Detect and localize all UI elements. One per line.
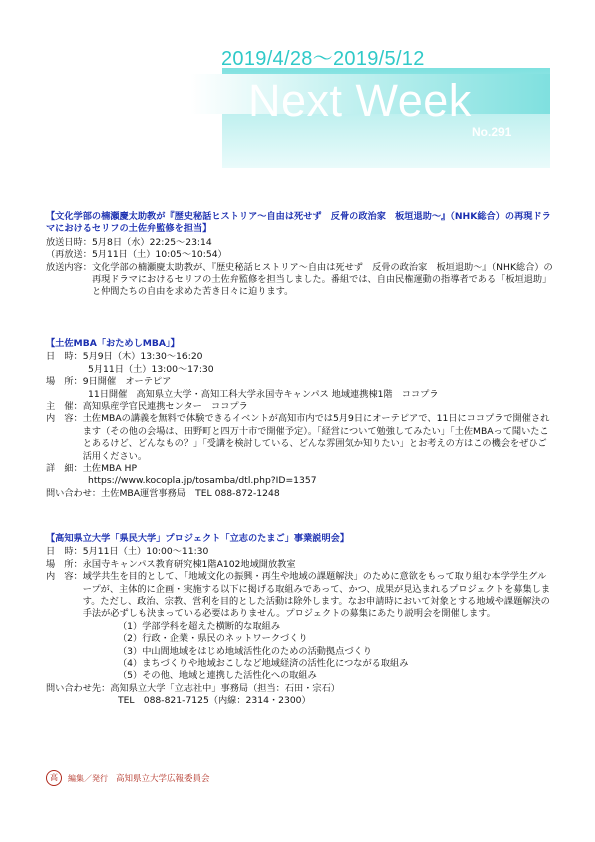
- row-label: 放送日時：: [46, 236, 92, 248]
- contact-phone: TEL 088-821-7125（内線：2314・2300）: [118, 695, 311, 707]
- row-value: 5月11日（土）10:05～10:54）: [91, 249, 227, 261]
- date-range: 2019/4/28～2019/5/12: [221, 48, 425, 70]
- section-title: 【高知県立大学「県民大学」プロジェクト「立志のたまご」事業説明会】: [46, 533, 350, 544]
- section-tv-broadcast: [46, 211, 554, 299]
- info-row: [46, 376, 554, 388]
- row-label: 主 催：: [46, 401, 83, 413]
- row-value: 5月11日（土）10:00～11:30: [82, 546, 209, 558]
- section-tosa-mba: [46, 338, 554, 500]
- row-label: 問い合わせ：: [46, 487, 102, 499]
- row-value: 5月9日（木）13:30～16:20: [82, 351, 203, 363]
- list-item: （4）まちづくりや地域おこしなど地域経済の活性化につながる取組み: [118, 658, 409, 670]
- row-value: 9日開催 オーテピア: [82, 376, 172, 388]
- row-value: 高知県立大学「立志社中」事務局（担当：石田・宗石）: [110, 682, 340, 694]
- row-value: 永国寺キャンパス教育研究棟1階A102地域開放教室: [82, 558, 296, 570]
- info-row: [46, 401, 554, 413]
- row-value: 土佐MBAの講義を無料で体験できるイベントが高知市内では5月9日にオーテピアで、11日にココプラで開催されます（その他の会場は、田野町と四万十市で開催予定）。「経営について勉強してみたい」「土佐MBAって聞いたことあるけど、どんなもの？」「受講を検討している、どんな雰囲気か知りたい」とお考えの方はこの機会をぜひご活用ください。: [82, 413, 550, 462]
- row-value: 5月8日（水）22:25～23:14: [91, 236, 212, 248]
- info-row: [46, 546, 554, 558]
- info-row: [46, 413, 554, 463]
- section-kenmin-daigaku: [46, 533, 554, 708]
- row-value-continued: 5月11日（土）13:00～17:30: [88, 363, 214, 375]
- section-title: 【文化学部の楠瀬慶太助教が『歴史秘話ヒストリア～自由は死せず 反骨の政治家 板垣退助～』（NHK総合）の再現ドラマにおけるセリフの土佐弁監修を担当】: [46, 211, 551, 235]
- info-row: [46, 488, 554, 500]
- item-list: [46, 621, 554, 683]
- row-label: 場 所：: [46, 376, 83, 388]
- row-label: （再放送：: [46, 249, 92, 261]
- university-seal-icon: 高: [46, 770, 62, 786]
- list-item: （3）中山間地域をはじめ地域活性化のための活動拠点づくり: [118, 645, 372, 657]
- info-row: [46, 262, 554, 299]
- info-row: [46, 463, 554, 475]
- row-value: 高知県産学官民連携センター ココプラ: [82, 401, 248, 413]
- row-label: 放送内容：: [46, 261, 92, 273]
- row-label: 内 容：: [46, 413, 83, 425]
- issue-number: No.291: [472, 125, 512, 139]
- row-label: 問い合わせ先：: [46, 682, 111, 694]
- section-title: 【土佐MBA「おためしMBA」】: [46, 338, 180, 349]
- row-value: 土佐MBA運営事務局 TEL 088-872-1248: [101, 487, 280, 499]
- row-value: 土佐MBA HP: [82, 463, 138, 475]
- page-title: Next Week: [248, 75, 472, 126]
- list-item: （5）その他、地域と連携した活性化への取組み: [118, 670, 317, 682]
- row-value: 文化学部の楠瀬慶太助教が、『歴史秘話ヒストリア～自由は死せず 反骨の政治家 板垣退助～』（NHK総合）の再現ドラマにおけるセリフの土佐弁監修を担当しました。番組では、自由民権運動の指導者である「板垣退助」と仲間たちの自由を求めた苦き日々に迫ります。: [91, 261, 553, 298]
- row-label: 日 時：: [46, 546, 83, 558]
- info-row: [46, 249, 554, 261]
- row-label: 詳 細：: [46, 463, 83, 475]
- row-label: 場 所：: [46, 558, 83, 570]
- list-item: （1）学部学科を超えた横断的な取組み: [118, 620, 281, 632]
- row-value: 域学共生を目的として、「地域文化の振興・再生や地域の課題解決」のために意欲をもって取り組む本学学生グループが、主体的に企画・実施する以下に掲げる取組みであって、かつ、成果が見込まれるプロジェクトを募集します。ただし、政治、宗教、営利を目的とした活動は除外します。なお申請時において対象とする地域や課題解決の手法が必ずしも決まっている必要はありません。プロジェクトの募集にあたり説明会を開催します。: [82, 571, 551, 620]
- footer-label: 編集／発行: [68, 773, 108, 783]
- details-link[interactable]: https://www.kocopla.jp/tosamba/dtl.php?ID=1357: [88, 475, 317, 487]
- footer: [46, 770, 210, 786]
- row-label: 内 容：: [46, 571, 83, 583]
- list-item: （2）行政・企業・県民のネットワークづくり: [118, 633, 308, 645]
- row-value-continued: 11日開催 高知県立大学・高知工科大学永国寺キャンパス 地域連携棟1階 ココプラ: [88, 388, 439, 400]
- info-row: [46, 571, 554, 621]
- info-row: [46, 559, 554, 571]
- footer-publisher: 高知県立大学広報委員会: [116, 774, 210, 784]
- info-row: [46, 237, 554, 249]
- info-row: [46, 683, 554, 695]
- row-label: 日 時：: [46, 351, 83, 363]
- info-row: [46, 351, 554, 363]
